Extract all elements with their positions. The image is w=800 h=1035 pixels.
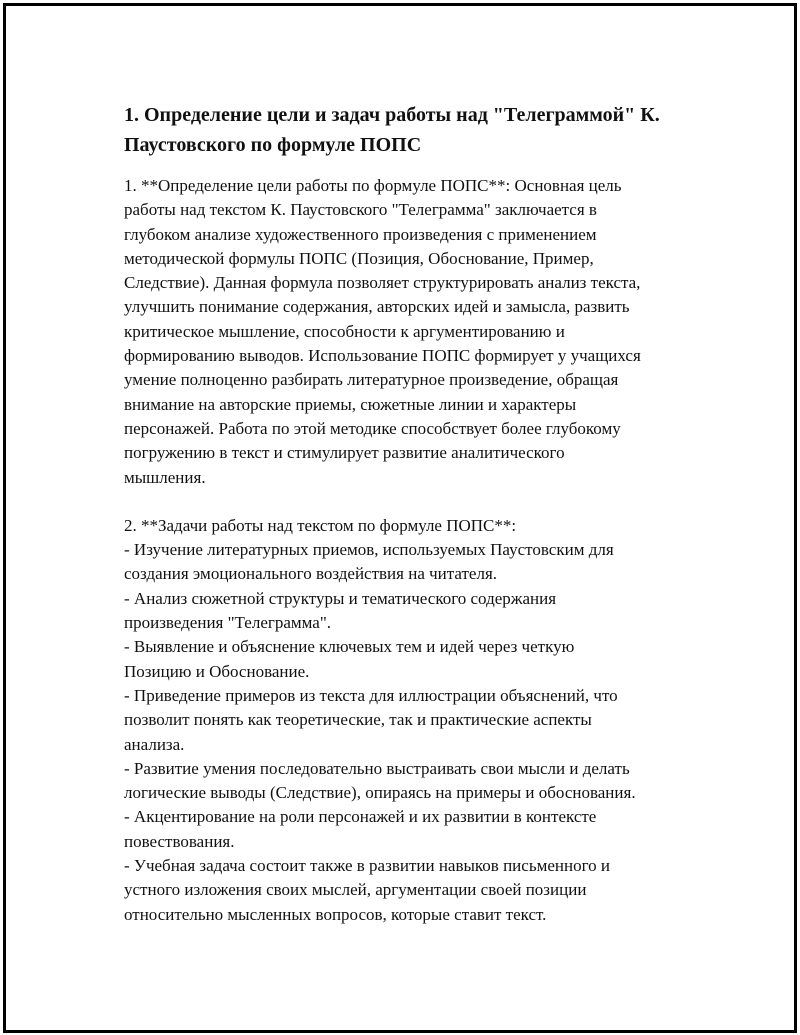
task-item: - Акцентирование на роли персонажей и их развитии в контексте повествования. bbox=[124, 807, 597, 851]
document-body bbox=[124, 100, 704, 927]
task-item: - Приведение примеров из текста для иллюстрации объяснений, что позволит понять как теоретические, так и практические аспекты анализа. bbox=[124, 685, 618, 754]
task-item: - Анализ сюжетной структуры и тематического содержания произведения "Телеграмма". bbox=[124, 588, 557, 633]
task-item: - Выявление и объяснение ключевых тем и идей через четкую Позицию и Обоснование. bbox=[124, 637, 575, 681]
task-item: - Развитие умения последовательно выстраивать свои мысли и делать логические выводы (Следствие), опираясь на примеры и обоснования. bbox=[124, 758, 636, 803]
section-1-paragraph: 1. **Определение цели работы по формуле ПОПС**: Основная цель работы над текстом К. Паустовского "Телеграмма" заключается в глубоком анализе художественного произведения с применением методической формулы ПОПС (Позиция, Обоснование, Пример, Следствие). Данная формула позволяет структурировать анализ текста, улучшить понимание содержания, авторских идей и замысла, развить критическое мышление, способности к аргументированию и формированию выводов. Использование ПОПС формирует у учащихся умение полноценно разбирать литературное произведение, обращая внимание на авторские приемы, сюжетные линии и характеры персонажей. Работа по этой методике способствует более глубокому погружению в текст и стимулирует развитие аналитического мышления. bbox=[124, 176, 641, 487]
document-heading: 1. Определение цели и задач работы над "Телеграммой" К. Паустовского по формуле ПОПС bbox=[124, 104, 660, 156]
task-item: - Учебная задача состоит также в развитии навыков письменного и устного изложения своих мыслей, аргументации своей позиции относительно мысленных вопросов, которые ставит текст. bbox=[124, 856, 610, 924]
section-2-title: 2. **Задачи работы над текстом по формуле ПОПС**: bbox=[124, 515, 517, 535]
paragraph-spacer bbox=[124, 490, 704, 514]
task-item: - Изучение литературных приемов, используемых Паустовским для создания эмоционального воздействия на читателя. bbox=[124, 540, 614, 584]
page-frame bbox=[3, 3, 797, 1033]
